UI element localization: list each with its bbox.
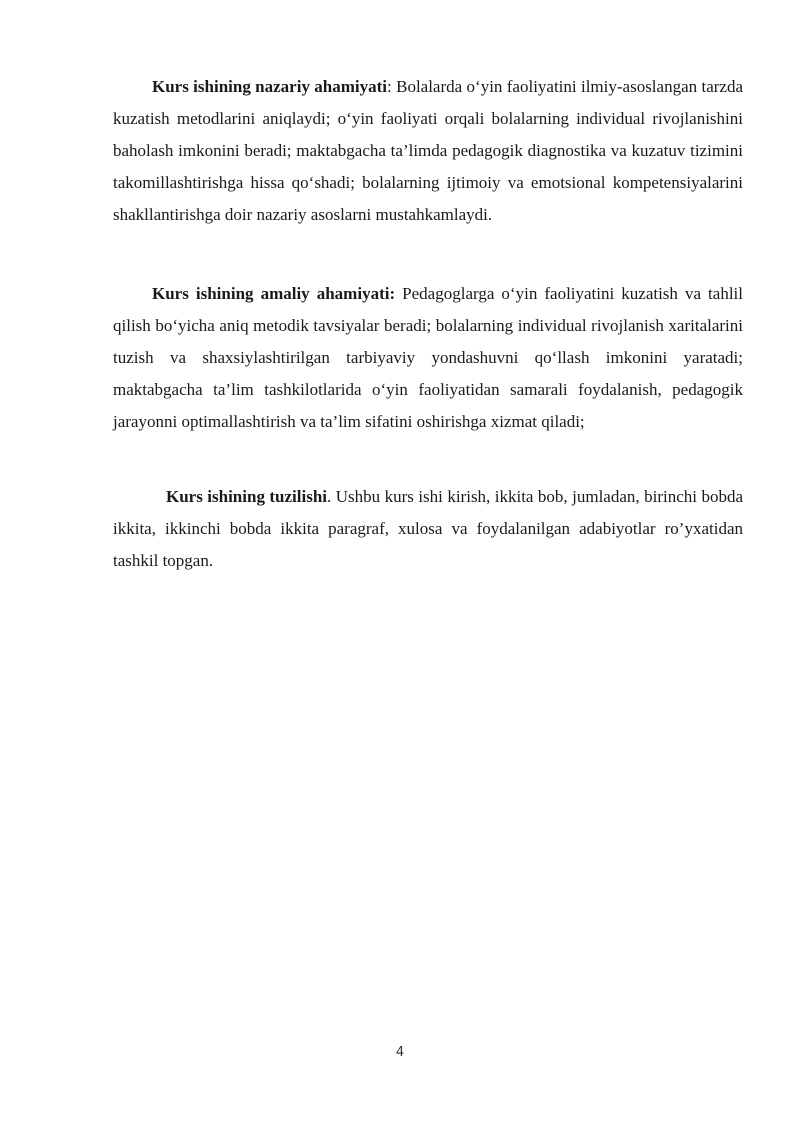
paragraph-heading: Kurs ishining amaliy ahamiyati:: [152, 284, 396, 303]
page-number: 4: [395, 1045, 405, 1060]
paragraph-theoretical-significance: [113, 71, 743, 231]
paragraph-heading: Kurs ishining tuzilishi: [166, 487, 328, 506]
paragraph-body: : Bolalarda o‘yin faoliyatini ilmiy-asoslangan tarzda kuzatish metodlarini aniqlaydi; o‘yin faoliyati orqali bolalarning individual rivojlanishini baholash imkonini beradi; maktabgacha ta’limda pedagogik diagnostika va kuzatuv tizimini takomillashtirishga hissa qo‘shadi; bolalarning ijtimoiy va emotsional kompetensiyalarini shakllantirishga doir nazariy asoslarni mustahkamlaydi.: [113, 77, 743, 224]
paragraph-body: . Ushbu kurs ishi kirish, ikkita bob, jumladan, birinchi bobda ikkita, ikkinchi bobda ikkita paragraf, xulosa va foydalanilgan adabiyotlar ro’yxatidan tashkil topgan.: [113, 487, 743, 570]
paragraph-body: Pedagoglarga o‘yin faoliyatini kuzatish va tahlil qilish bo‘yicha aniq metodik tavsiyalar beradi; bolalarning individual rivojlanish xaritalarini tuzish va shaxsiylashtirilgan tarbiyaviy yondashuvni qo‘llash imkonini yaratadi; maktabgacha ta’lim tashkilotlarida o‘yin faoliyatidan samarali foydalanish, pedagogik jarayonni optimallashtirish va ta’lim sifatini oshirishga xizmat qiladi;: [113, 284, 743, 431]
paragraph-structure: [113, 481, 743, 577]
paragraph-practical-significance: [113, 278, 743, 438]
paragraph-heading: Kurs ishining nazariy ahamiyati: [152, 77, 388, 96]
